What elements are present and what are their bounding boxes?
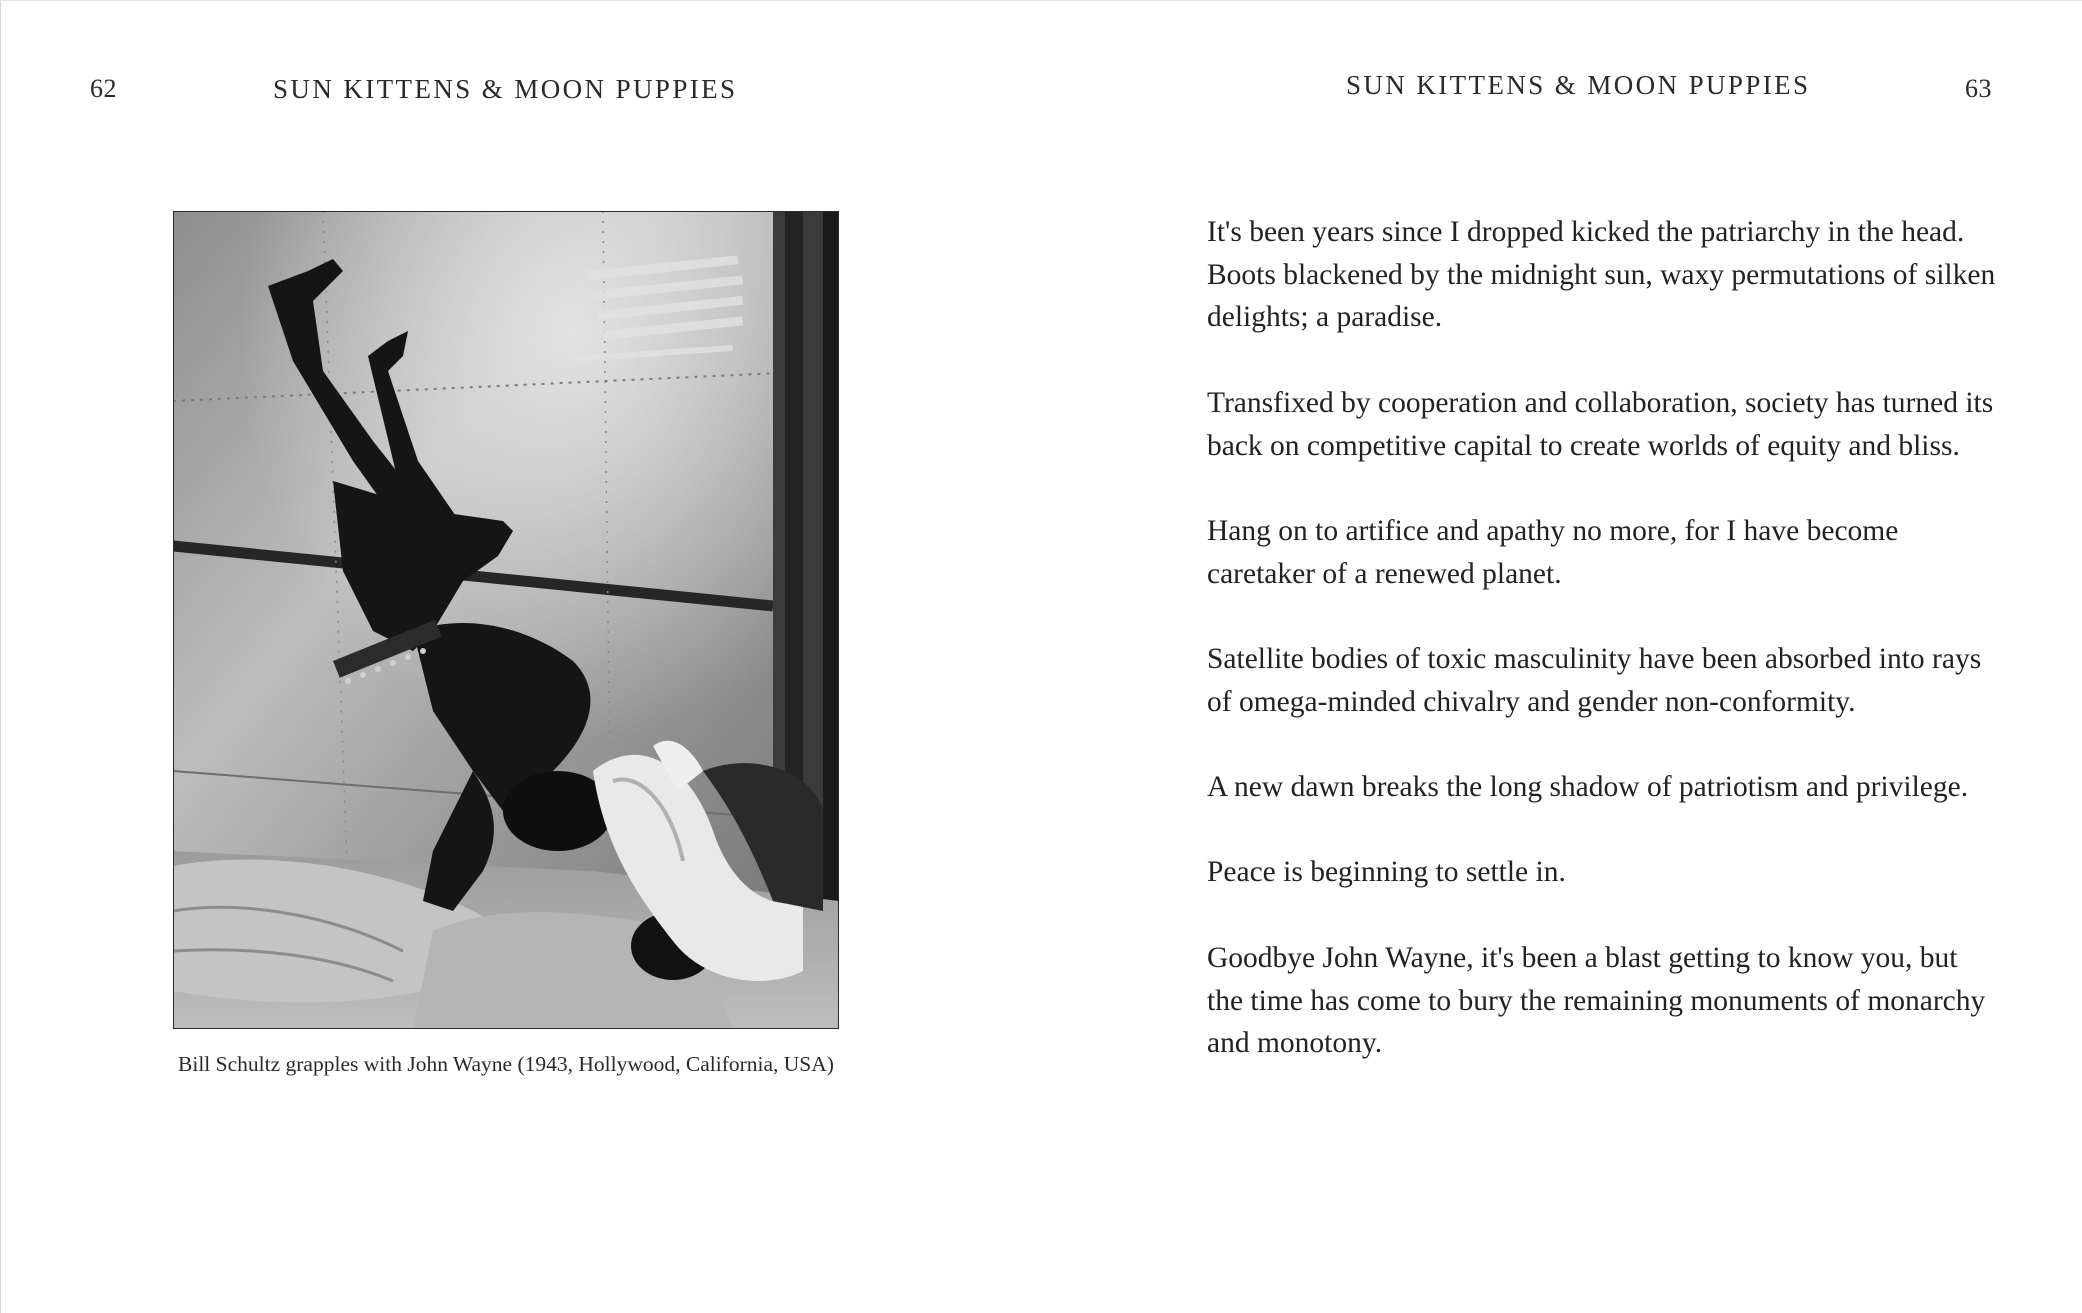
running-head-left: SUN KITTENS & MOON PUPPIES [273, 74, 738, 104]
body-text [1207, 211, 1997, 1108]
paragraph: Hang on to artifice and apathy no more, for I have become caretaker of a renewed planet. [1207, 514, 1899, 590]
paragraph: Goodbye John Wayne, it's been a blast getting to know you, but the time has come to bury the remaining monuments of monarchy and monotony. [1207, 941, 1986, 1060]
page-number-left: 62 [90, 74, 117, 103]
paragraph: It's been years since I dropped kicked the patriarchy in the head. Boots blackened by the midnight sun, waxy permutations of silken delights; a paradise. [1207, 216, 1996, 334]
running-head-right: SUN KITTENS & MOON PUPPIES [1346, 70, 1811, 100]
paragraph: Satellite bodies of toxic masculinity have been absorbed into rays of omega-minded chivalry and gender non-conformity. [1207, 642, 1982, 718]
photograph-image [173, 211, 839, 1029]
paragraph: Transfixed by cooperation and collaboration, society has turned its back on competitive capital to create worlds of equity and bliss. [1207, 386, 1994, 462]
paragraph: A new dawn breaks the long shadow of patriotism and privilege. [1207, 771, 1969, 804]
paragraph: Peace is beginning to settle in. [1207, 856, 1566, 889]
left-page [1, 1, 1042, 1313]
page-number-right: 63 [1965, 74, 1992, 103]
right-page [1042, 1, 2082, 1313]
photo-caption: Bill Schultz grapples with John Wayne (1943, Hollywood, California, USA) [178, 1052, 834, 1076]
wrestling-photograph [173, 211, 839, 1029]
